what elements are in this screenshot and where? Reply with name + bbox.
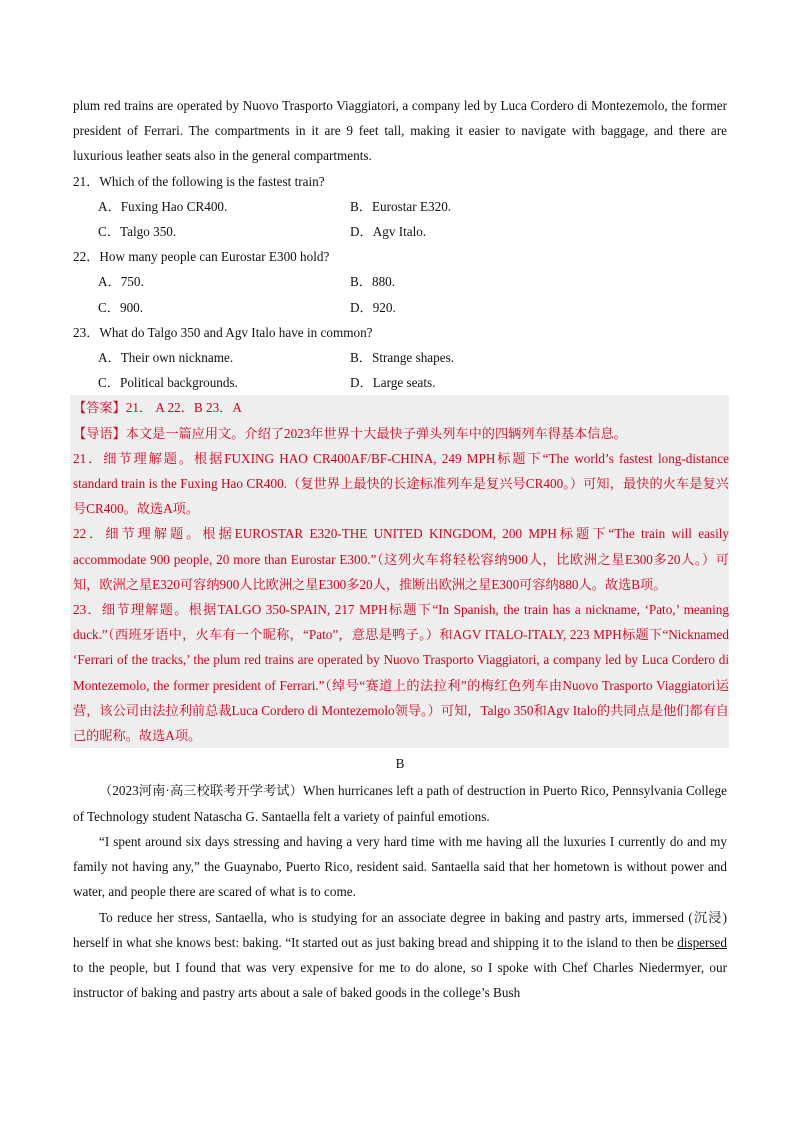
answer-key: 【答案】21． A 22．B 23．A [73, 400, 242, 416]
option-a: A．Their own nickname. [98, 350, 234, 366]
answer-explanation-block [70, 395, 729, 748]
option-b: B．Strange shapes. [350, 350, 455, 366]
option-c: C．Political backgrounds. [98, 375, 238, 391]
options-grid [98, 269, 727, 319]
options-grid [98, 345, 727, 395]
guide-text: 【导语】本文是一篇应用文。介绍了2023年世界十大最快子弹头列车中的四辆列车得基本信息。 [73, 425, 627, 441]
paragraph-3-text-before: To reduce her stress, Santaella, who is studying for an associate degree in baking and pastry arts, immersed (沉浸) herself in what she knows best: baking. “It started out as just baking bread and shipping it to the island to then be [73, 909, 727, 950]
option-c: C．900. [98, 299, 144, 315]
question-stem: 21．Which of the following is the fastest train? [73, 173, 325, 189]
underlined-word: dispersed [677, 934, 727, 950]
section-b-paragraph-3 [73, 905, 727, 1006]
question-22 [73, 244, 727, 320]
question-stem: 23．What do Talgo 350 and Agv Italo have in common? [73, 324, 373, 340]
question-23 [73, 320, 727, 396]
option-b: B．880. [350, 274, 396, 290]
option-d: D．920. [350, 299, 396, 315]
document-content [73, 93, 727, 1005]
options-grid [98, 194, 727, 244]
explanation-23: 23．细节理解题。根据TALGO 350-SPAIN, 217 MPH标题下“In Spanish, the train has a nickname, ‘Pato,’ meaning duck.”（西班牙语中，火车有一个昵称，“Pato”，意思是鸭子。）和AGV ITALO-ITALY, 223 MPH标题下“Nicknamed ‘Ferrari of the tracks,’ the plum red trains are operated by Nuovo Trasporto Viaggiatori, a company led by Luca Cordero di Montezemolo, the former president of Ferrari.”（绰号“赛道上的法拉利”的梅红色列车由Nuovo Trasporto Viaggiatori运营，该公司由法拉利前总裁Luca Cordero di Montezemolo领导。）可知，Talgo 350和Agv Italo的共同点是他们都有自己的昵称。故选A项。 [73, 602, 729, 744]
passage-tail: plum red trains are operated by Nuovo Trasporto Viaggiatori, a company led by Luca Cordero di Montezemolo, the former president of Ferrari. The compartments in it are 9 feet tall, making it easier to navigate with baggage, and there are luxurious leather seats also in the general compartments. [73, 98, 727, 164]
question-21 [73, 169, 727, 245]
explanation-22: 22．细节理解题。根据EUROSTAR E320-THE UNITED KINGDOM, 200 MPH标题下“The train will easily accommodate 900 people, 20 more than Eurostar E300.”（这列火车将轻松容纳900人，比欧洲之星E300多20人。）可知，欧洲之星E320可容纳900人比欧洲之星E300多20人，推断出欧洲之星E300可容纳880人。故选B项。 [73, 526, 729, 592]
option-d: D．Agv Italo. [350, 224, 427, 240]
section-b-paragraph-1: （2023河南·高三校联考开学考试）When hurricanes left a path of destruction in Puerto Rico, Pennsylvania College of Technology student Natascha G. Santaella felt a variety of painful emotions. [73, 783, 727, 824]
option-c: C．Talgo 350. [98, 224, 177, 240]
paragraph-3-text-after: to the people, but I found that was very expensive for me to do alone, so I spoke with Chef Charles Niedermyer, our instructor of baking and pastry arts about a sale of baked goods in the college’s Bush [73, 959, 727, 1001]
option-b: B．Eurostar E320. [350, 198, 452, 214]
option-a: A．Fuxing Hao CR400. [98, 198, 228, 214]
section-label: B [395, 756, 405, 772]
option-d: D．Large seats. [350, 375, 436, 391]
option-a: A．750. [98, 274, 144, 290]
explanation-21: 21．细节理解题。根据FUXING HAO CR400AF/BF-CHINA, 249 MPH标题下“The world’s fastest long-distance standard train is the Fuxing Hao CR400.（复世界上最快的长途标准列车是复兴号CR400。）可知，最快的火车是复兴号CR400。故选A项。 [73, 450, 729, 517]
question-stem: 22．How many people can Eurostar E300 hold? [73, 249, 330, 265]
section-b-paragraph-2: “I spent around six days stressing and having a very hard time with me having all the luxuries I currently do and my family not having any,” the Guaynabo, Puerto Rico, resident said. Santaella said that her hometown is without power and water, and people there are scared of what is to come. [73, 833, 727, 900]
